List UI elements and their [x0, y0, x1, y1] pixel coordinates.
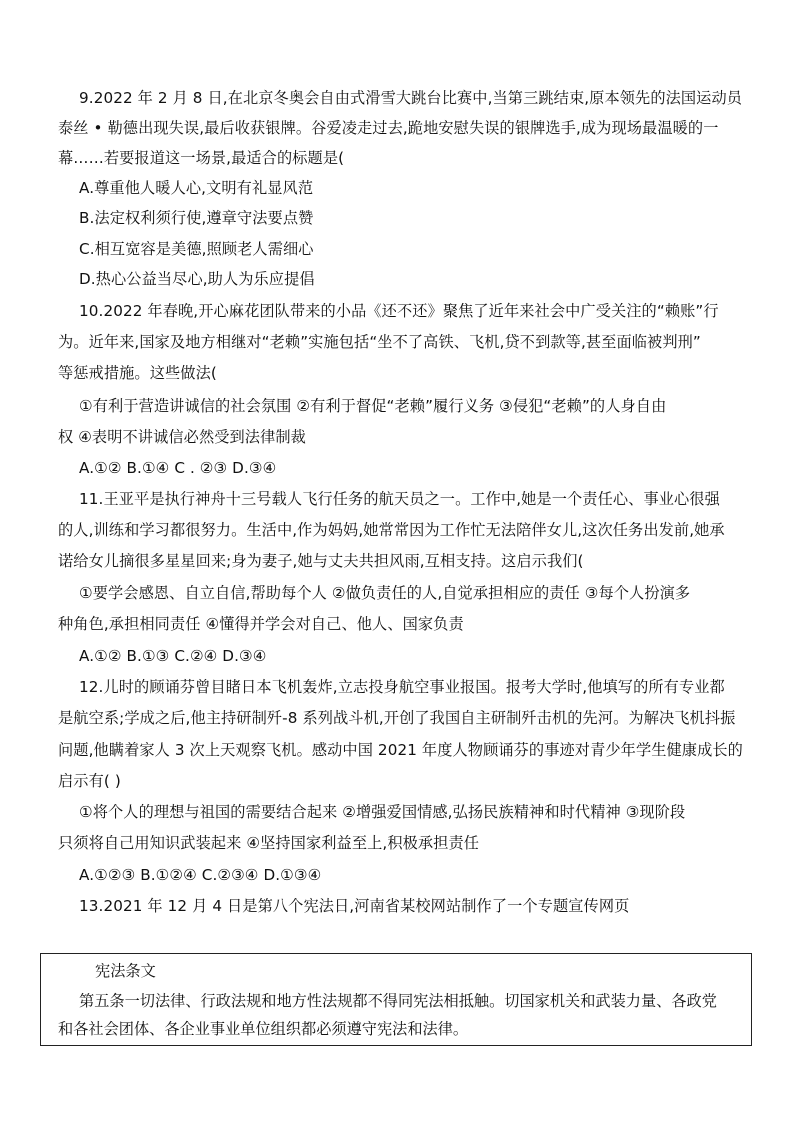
q12-stem-line-3: 问题,他瞒着家人 3 次上天观察飞机。感动中国 2021 年度人物顾诵芬的事迹对青少年学生健康成长的 [58, 741, 743, 759]
q11-items-line-2: 种角色,承担相同责任 ④懂得并学会对自己、他人、国家负责 [58, 615, 464, 633]
q11-stem-line-2: 的人,训练和学习都很努力。生活中,作为妈妈,她常常因为工作忙无法陪伴女儿,这次任务出发前,她承 [58, 521, 725, 539]
q9-option-d: D.热心公益当尽心,助人为乐应提倡 [79, 270, 315, 288]
q9-stem-line-2: 泰丝 • 勒德出现失误,最后收获银牌。谷爱凌走过去,跪地安慰失误的银牌选手,成为现场最温暖的一 [58, 119, 719, 137]
q12-items-line-2: 只须将自己用知识武装起来 ④坚持国家利益至上,积极承担责任 [58, 834, 480, 852]
q9-stem-line-1: 9.2022 年 2 月 8 日,在北京冬奥会自由式滑雪大跳台比赛中,当第三跳结束,原本领先的法国运动员 [79, 89, 743, 107]
q10-items-line-1: ①有利于营造讲诚信的社会氛围 ②有利于督促“老赖”履行义务 ③侵犯“老赖”的人身自由 [79, 397, 667, 415]
q10-options: A.①② B.①④ C . ②③ D.③④ [79, 459, 277, 477]
q12-items-line-1: ①将个人的理想与祖国的需要结合起来 ②增强爱国情感,弘扬民族精神和时代精神 ③现阶段 [79, 803, 686, 821]
q11-stem-line-3: 诺给女儿摘很多星星回来;身为妻子,她与丈夫共担风雨,互相支持。这启示我们( [58, 552, 584, 570]
q11-stem-line-1: 11.王亚平是执行神舟十三号载人飞行任务的航天员之一。工作中,她是一个责任心、事业心很强 [79, 490, 720, 508]
box-text-line-2: 和各社会团体、各企业事业单位组织都必须遵守宪法和法律。 [58, 1020, 469, 1038]
constitution-excerpt-box [40, 953, 752, 1046]
box-text-line-1: 第五条一切法律、行政法规和地方性法规都不得同宪法相抵触。切国家机关和武装力量、各政党 [79, 992, 717, 1010]
q11-items-line-1: ①要学会感恩、自立自信,帮助每个人 ②做负责任的人,自觉承担相应的责任 ③每个人扮演多 [79, 584, 691, 602]
q9-option-a: A.尊重他人暖人心,文明有礼显风范 [79, 179, 314, 197]
q10-stem-line-3: 等惩戒措施。这些做法( [58, 364, 217, 382]
q12-stem-line-2: 是航空系;学成之后,他主持研制歼-8 系列战斗机,开创了我国自主研制歼击机的先河。为解决飞机抖振 [58, 709, 736, 727]
q12-stem-line-4: 启示有( ) [58, 772, 121, 790]
box-title: 宪法条文 [95, 962, 156, 980]
q11-options: A.①② B.①③ C.②④ D.③④ [79, 647, 267, 665]
q9-stem-line-3: 幕……若要报道这一场景,最适合的标题是( [58, 149, 345, 167]
q9-option-c: C.相互宽容是美德,照顾老人需细心 [79, 240, 314, 258]
q10-items-line-2: 权 ④表明不讲诚信必然受到法律制裁 [58, 428, 306, 446]
q10-stem-line-2: 为。近年来,国家及地方相继对“老赖”实施包括“坐不了高铁、飞机,贷不到款等,甚至面临被判刑” [58, 333, 701, 351]
q12-stem-line-1: 12.儿时的顾诵芬曾目睹日本飞机轰炸,立志投身航空事业报国。报考大学时,他填写的所有专业都 [79, 678, 725, 696]
q9-option-b: B.法定权利须行使,遵章守法要点赞 [79, 209, 314, 227]
q13-stem-line-1: 13.2021 年 12 月 4 日是第八个宪法日,河南省某校网站制作了一个专题宣传网页 [79, 897, 630, 915]
q12-options: A.①②③ B.①②④ C.②③④ D.①③④ [79, 866, 322, 884]
q10-stem-line-1: 10.2022 年春晚,开心麻花团队带来的小品《还不还》聚焦了近年来社会中广受关注的“赖账”行 [79, 302, 719, 320]
